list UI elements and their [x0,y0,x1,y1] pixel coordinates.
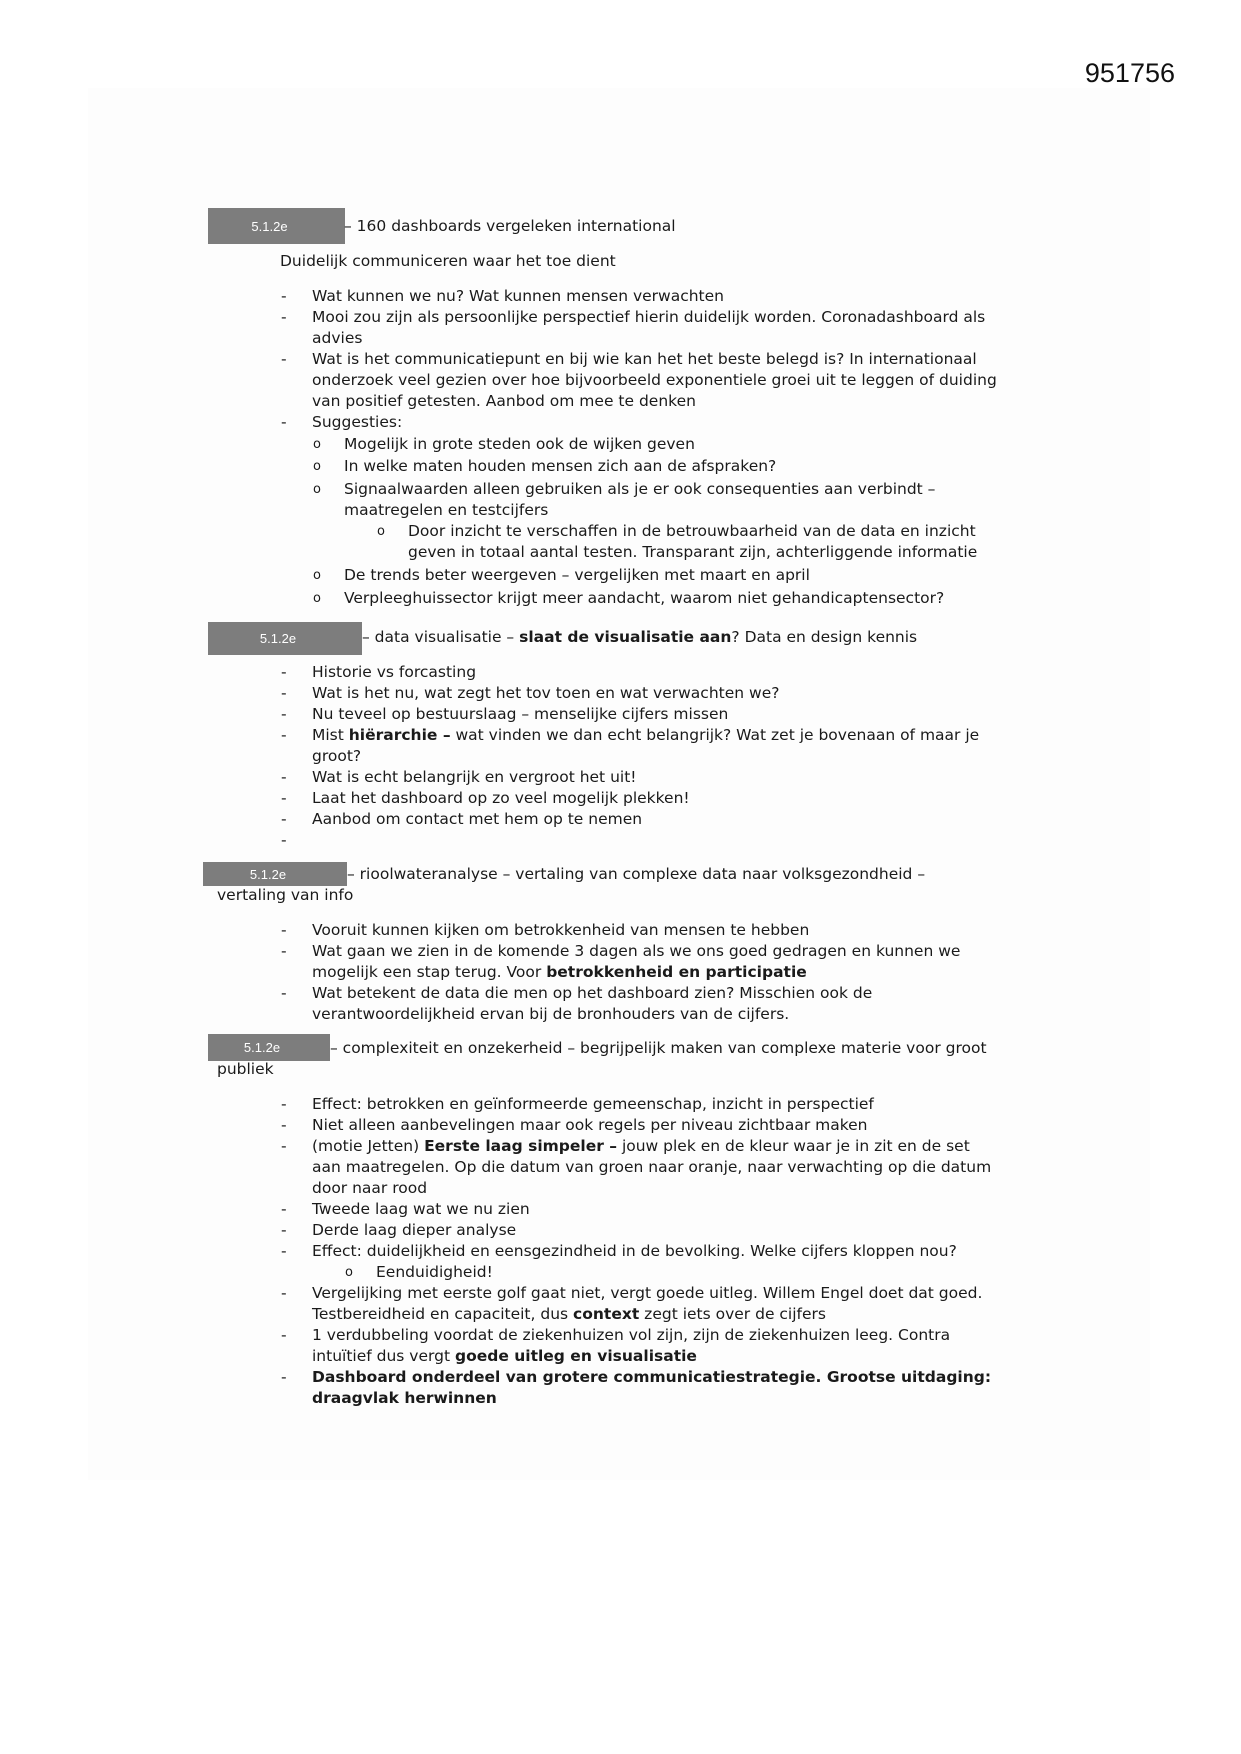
list-item [312,1136,970,1157]
list-item-cont: onderzoek veel gezien over hoe bijvoorbeeld exponentiele groei uit te leggen of duiding [312,371,997,389]
item-text: zegt iets over de cijfers [639,1305,826,1323]
item-emphasis: context [573,1305,640,1323]
item-emphasis: betrokkenheid en participatie [546,963,807,981]
section-heading: – 160 dashboards vergeleken international [344,217,676,235]
list-item-cont [312,1346,697,1367]
list-item-cont [312,962,807,983]
item-text: (motie Jetten) [312,1137,425,1155]
circle-bullet: o [313,459,321,474]
item-emphasis: Dashboard onderdeel van grotere communicatiestrategie. Grootse uitdaging: [312,1368,992,1386]
circle-bullet: o [345,1265,353,1280]
list-item [312,1367,991,1388]
dash-bullet: - [281,1200,287,1218]
dash-bullet: - [281,1284,287,1302]
item-text: intuïtief dus vergt [312,1347,455,1365]
dash-bullet: - [281,942,287,960]
dash-bullet: - [281,789,287,807]
redaction-block: 5.1.2e [208,622,362,655]
circle-bullet: o [313,568,321,583]
dash-bullet: - [281,984,287,1002]
sub-item-cont: maatregelen en testcijfers [344,501,549,519]
list-item-cont: van positief getesten. Aanbod om mee te denken [312,392,696,410]
sub-item: Signaalwaarden alleen gebruiken als je er ook consequenties aan verbindt – [344,480,936,498]
dash-bullet: - [281,1116,287,1134]
item-text: mogelijk een stap terug. Voor [312,963,547,981]
dash-bullet: - [281,413,287,431]
dash-bullet: - [281,768,287,786]
list-item [312,725,979,746]
list-item: Wat is het communicatiepunt en bij wie kan het het beste belegd is? In internationaal [312,350,977,368]
list-item: Wat is het nu, wat zegt het tov toen en wat verwachten we? [312,684,780,702]
dash-bullet: - [281,1242,287,1260]
list-item: 1 verdubbeling voordat de ziekenhuizen vol zijn, zijn de ziekenhuizen leeg. Contra [312,1326,951,1344]
list-item: Vooruit kunnen kijken om betrokkenheid van mensen te hebben [312,921,810,939]
list-item: Aanbod om contact met hem op te nemen [312,810,643,828]
list-item-cont: groot? [312,747,362,765]
section-intro: Duidelijk communiceren waar het toe dient [280,252,616,270]
section-heading: – rioolwateranalyse – vertaling van complexe data naar volksgezondheid – [347,865,926,883]
item-emphasis: Eerste laag simpeler – [424,1137,618,1155]
sub-item: In welke maten houden mensen zich aan de afspraken? [344,457,777,475]
redaction-block: 5.1.2e [203,862,347,886]
circle-bullet: o [377,524,385,539]
list-item-cont [312,1388,497,1409]
circle-bullet: o [313,482,321,497]
document-number: 951756 [1084,58,1175,88]
dash-bullet: - [281,1368,287,1386]
dash-bullet: - [281,1095,287,1113]
list-item: Effect: duidelijkheid en eensgezindheid in de bevolking. Welke cijfers kloppen nou? [312,1242,957,1260]
section-heading [362,627,917,648]
item-text: wat vinden we dan echt belangrijk? Wat zet je bovenaan of maar je [450,726,980,744]
list-item: Derde laag dieper analyse [312,1221,517,1239]
list-item: Wat gaan we zien in de komende 3 dagen als we ons goed gedragen en kunnen we [312,942,961,960]
dash-bullet: - [281,831,287,849]
list-item: Mooi zou zijn als persoonlijke perspectief hierin duidelijk worden. Coronadashboard als [312,308,986,326]
heading-text: – data visualisatie – [362,628,520,646]
list-item-cont: advies [312,329,363,347]
item-emphasis: draagvlak herwinnen [312,1389,497,1407]
dash-bullet: - [281,1221,287,1239]
list-item: Wat is echt belangrijk en vergroot het uit! [312,768,637,786]
dash-bullet: - [281,726,287,744]
item-text: Mist [312,726,349,744]
list-item: Historie vs forcasting [312,663,477,681]
circle-bullet: o [313,591,321,606]
sub-item: Verpleeghuissector krijgt meer aandacht, waarom niet gehandicaptensector? [344,589,945,607]
sub-item: Eenduidigheid! [376,1263,493,1281]
section-heading: – complexiteit en onzekerheid – begrijpelijk maken van complexe materie voor groot [330,1039,987,1057]
list-item: Laat het dashboard op zo veel mogelijk plekken! [312,789,690,807]
list-item: Effect: betrokken en geïnformeerde gemeenschap, inzicht in perspectief [312,1095,874,1113]
dash-bullet: - [281,921,287,939]
dash-bullet: - [281,350,287,368]
sub-item: De trends beter weergeven – vergelijken met maart en april [344,566,810,584]
dash-bullet: - [281,684,287,702]
list-item: Wat kunnen we nu? Wat kunnen mensen verwachten [312,287,724,305]
list-item: Tweede laag wat we nu zien [312,1200,530,1218]
dash-bullet: - [281,663,287,681]
redaction-block: 5.1.2e [208,208,345,244]
list-item: Suggesties: [312,413,403,431]
circle-bullet: o [313,437,321,452]
list-item-cont: aan maatregelen. Op die datum van groen naar oranje, naar verwachting op die datum [312,1158,992,1176]
list-item-cont: verantwoordelijkheid ervan bij de bronhouders van de cijfers. [312,1005,790,1023]
sub-sub-item: Door inzicht te verschaffen in de betrouwbaarheid van de data en inzicht [408,522,976,540]
list-item: Niet alleen aanbevelingen maar ook regels per niveau zichtbaar maken [312,1116,868,1134]
section-heading-cont: publiek [217,1060,274,1078]
list-item: Vergelijking met eerste golf gaat niet, vergt goede uitleg. Willem Engel doet dat goed. [312,1284,983,1302]
list-item-cont [312,1304,826,1325]
dash-bullet: - [281,308,287,326]
dash-bullet: - [281,810,287,828]
heading-text: ? Data en design kennis [731,628,918,646]
dash-bullet: - [281,287,287,305]
section-heading-cont: vertaling van info [217,886,354,904]
item-emphasis: hiërarchie – [348,726,451,744]
dash-bullet: - [281,705,287,723]
dash-bullet: - [281,1326,287,1344]
list-item: Nu teveel op bestuurslaag – menselijke cijfers missen [312,705,729,723]
item-text: Testbereidheid en capaciteit, dus [312,1305,574,1323]
redaction-block: 5.1.2e [208,1034,330,1061]
sub-item: Mogelijk in grote steden ook de wijken geven [344,435,695,453]
item-text: jouw plek en de kleur waar je in zit en de set [617,1137,970,1155]
dash-bullet: - [281,1137,287,1155]
item-emphasis: goede uitleg en visualisatie [454,1347,697,1365]
heading-emphasis: slaat de visualisatie aan [519,628,732,646]
sub-sub-item-cont: geven in totaal aantal testen. Transparant zijn, achterliggende informatie [408,543,978,561]
list-item-cont: door naar rood [312,1179,428,1197]
list-item: Wat betekent de data die men op het dashboard zien? Misschien ook de [312,984,873,1002]
